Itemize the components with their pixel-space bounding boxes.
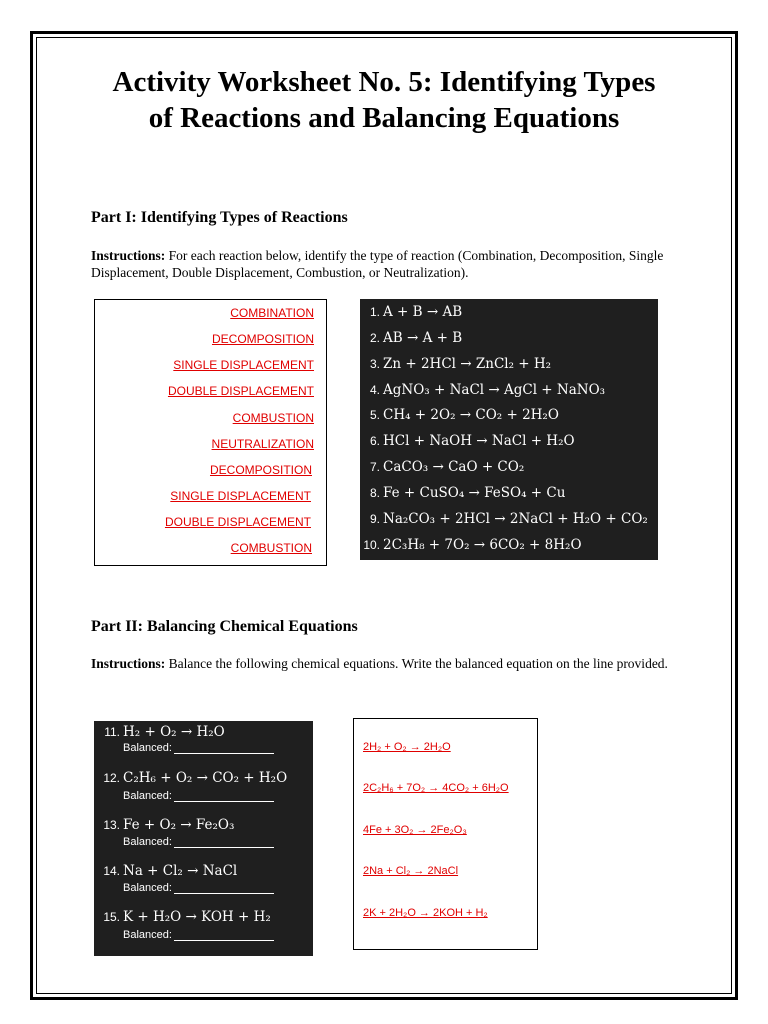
equation-text: Na + Cl₂ → NaCl bbox=[123, 863, 238, 879]
balanced-label: Balanced: bbox=[123, 882, 172, 894]
balanced-answer-1: 2H₂ + O₂ → 2H₂O bbox=[363, 741, 451, 753]
balanced-answer-4: 2Na + Cl₂ → 2NaCl bbox=[363, 865, 459, 877]
balanced-line bbox=[174, 884, 274, 894]
balanced-line bbox=[174, 931, 274, 941]
reaction-number: 9. bbox=[369, 512, 380, 526]
reaction-number: 5. bbox=[369, 408, 380, 422]
equation-row bbox=[94, 816, 234, 834]
worksheet-title bbox=[60, 64, 708, 136]
reaction-number: 2. bbox=[369, 331, 380, 345]
answer-6: NEUTRALIZATION bbox=[211, 437, 314, 451]
balanced-line bbox=[174, 744, 274, 754]
reaction-number: 1. bbox=[369, 305, 380, 319]
balanced-field bbox=[123, 836, 274, 848]
reaction-row bbox=[360, 537, 582, 554]
balanced-label: Balanced: bbox=[123, 836, 172, 848]
reaction-equation: Na₂CO₃ + 2HCl → 2NaCl + H₂O + CO₂ bbox=[383, 511, 648, 527]
equation-text: H₂ + O₂ → H₂O bbox=[123, 724, 225, 740]
reaction-equation: AgNO₃ + NaCl → AgCl + NaNO₃ bbox=[383, 382, 606, 398]
reaction-number: 10. bbox=[363, 538, 380, 552]
equations-panel bbox=[94, 721, 313, 956]
reaction-equation: AB → A + B bbox=[383, 330, 463, 346]
reaction-row bbox=[360, 433, 575, 450]
part2-instructions-text: Balance the following chemical equations. Write the balanced equation on the line provided. bbox=[165, 656, 668, 671]
equation-number: 12. bbox=[103, 771, 120, 785]
equation-text: K + H₂O → KOH + H₂ bbox=[123, 909, 271, 925]
reaction-row bbox=[360, 485, 565, 502]
balanced-label: Balanced: bbox=[123, 742, 172, 754]
part2-heading: Part II: Balancing Chemical Equations bbox=[91, 618, 358, 635]
balanced-line bbox=[174, 838, 274, 848]
part2-instructions-label: Instructions: bbox=[91, 656, 166, 671]
answer-4: DOUBLE DISPLACEMENT bbox=[167, 384, 314, 398]
balanced-answer-3: 4Fe + 3O₂ → 2Fe₂O₃ bbox=[363, 824, 467, 836]
reaction-number: 8. bbox=[369, 486, 380, 500]
part1-answer-box bbox=[94, 299, 327, 566]
reaction-number: 3. bbox=[369, 357, 380, 371]
balanced-field bbox=[123, 929, 274, 941]
balanced-field bbox=[123, 742, 274, 754]
balanced-field bbox=[123, 790, 274, 802]
reaction-equation: Zn + 2HCl → ZnCl₂ + H₂ bbox=[383, 356, 552, 372]
answer-2: DECOMPOSITION bbox=[211, 332, 314, 346]
equation-text: Fe + O₂ → Fe₂O₃ bbox=[123, 817, 235, 833]
equation-number: 15. bbox=[103, 910, 120, 924]
reaction-row bbox=[360, 511, 648, 528]
answer-10: COMBUSTION bbox=[230, 541, 312, 555]
reaction-row bbox=[360, 304, 462, 321]
equation-number: 13. bbox=[103, 818, 120, 832]
reaction-row bbox=[360, 382, 605, 399]
reaction-equation: CH₄ + 2O₂ → CO₂ + 2H₂O bbox=[383, 407, 559, 423]
balanced-answer-2: 2C₂H₆ + 7O₂ → 4CO₂ + 6H₂O bbox=[363, 782, 509, 794]
balanced-line bbox=[174, 792, 274, 802]
equation-row bbox=[94, 769, 287, 787]
balanced-field bbox=[123, 882, 274, 894]
equation-number: 11. bbox=[104, 725, 120, 739]
reaction-row bbox=[360, 407, 559, 424]
answer-7: DECOMPOSITION bbox=[209, 463, 312, 477]
equation-row bbox=[94, 723, 225, 741]
equation-row bbox=[94, 862, 237, 880]
reaction-equation: Fe + CuSO₄ → FeSO₄ + Cu bbox=[383, 485, 566, 501]
title-line-2: of Reactions and Balancing Equations bbox=[148, 102, 620, 134]
answer-8: SINGLE DISPLACEMENT bbox=[170, 489, 311, 503]
balanced-label: Balanced: bbox=[123, 929, 172, 941]
equation-text: C₂H₆ + O₂ → CO₂ + H₂O bbox=[123, 770, 288, 786]
part2-answer-box bbox=[353, 718, 538, 950]
equation-row bbox=[94, 908, 271, 926]
part1-instructions bbox=[91, 247, 691, 281]
reaction-equation: HCl + NaOH → NaCl + H₂O bbox=[383, 433, 575, 449]
balanced-label: Balanced: bbox=[123, 790, 172, 802]
reaction-number: 7. bbox=[369, 460, 380, 474]
part1-heading: Part I: Identifying Types of Reactions bbox=[91, 209, 348, 226]
reaction-equation: 2C₃H₈ + 7O₂ → 6CO₂ + 8H₂O bbox=[383, 537, 582, 553]
answer-3: SINGLE DISPLACEMENT bbox=[173, 358, 314, 372]
reaction-equation: CaCO₃ → CaO + CO₂ bbox=[383, 459, 525, 475]
reaction-equation: A + B → AB bbox=[383, 304, 463, 320]
part2-instructions bbox=[91, 655, 691, 672]
title-line-1: Activity Worksheet No. 5: Identifying Types bbox=[112, 66, 656, 98]
reaction-number: 4. bbox=[369, 383, 380, 397]
balanced-answer-5: 2K + 2H₂O → 2KOH + H₂ bbox=[363, 907, 488, 919]
reaction-number: 6. bbox=[369, 434, 380, 448]
part1-instructions-label: Instructions: bbox=[91, 248, 166, 263]
answer-5: COMBUSTION bbox=[232, 411, 314, 425]
reaction-row bbox=[360, 356, 551, 373]
reaction-row bbox=[360, 330, 462, 347]
answer-1: COMBINATION bbox=[230, 306, 314, 320]
equation-number: 14. bbox=[103, 864, 120, 878]
reactions-panel bbox=[360, 299, 658, 560]
reaction-row bbox=[360, 459, 524, 476]
answer-9: DOUBLE DISPLACEMENT bbox=[164, 515, 311, 529]
part1-instructions-text: For each reaction below, identify the type of reaction (Combination, Decomposition, Single Displacement, Double Displacement, Combustion, or Neutralization). bbox=[91, 248, 664, 280]
